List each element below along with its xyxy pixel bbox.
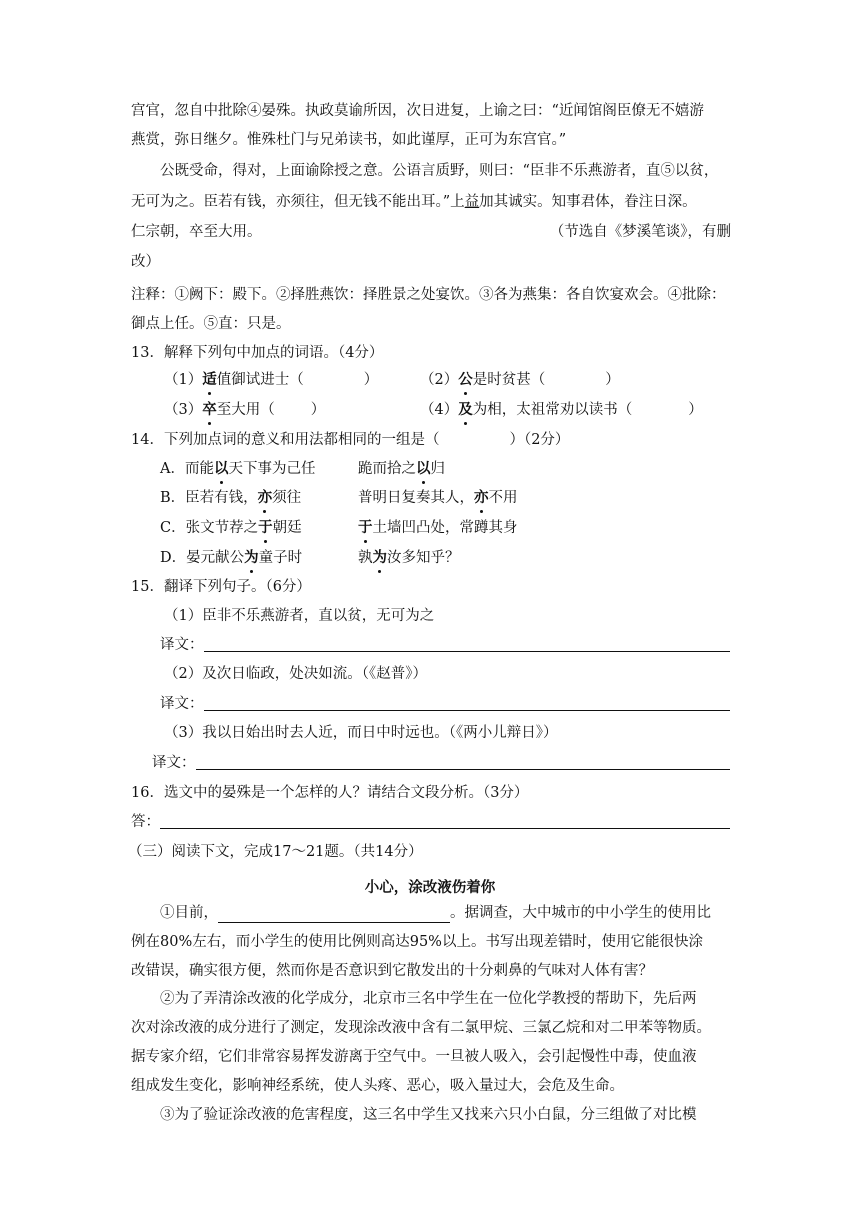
notes-line: 御点上任。⑤直：只是。: [131, 316, 291, 332]
q14-option-d-left: D．晏元献公为童子时: [160, 549, 303, 566]
underlined-word: 益: [464, 194, 480, 210]
q13-item-2: （2）公是时贫甚（ ）: [420, 371, 620, 388]
article-line: 例在80%左右，而小学生的使用比例则高达95%以上。书写出现差错时，使用它能很快涂: [131, 934, 703, 950]
notes-line: 注释：①阙下：殿下。②择胜燕饮：择胜景之处宴饮。③各为燕集：各自饮宴欢会。④批除：: [131, 287, 726, 303]
q14-stem: 14．下列加点词的意义和用法都相同的一组是（ ）（2分）: [131, 432, 570, 448]
q13-item-1: （1）适值御试进士（ ）: [164, 371, 379, 388]
article-line: 改错误，确实很方便，然而你是否意识到它散发出的十分刺鼻的气味对人体有害？: [131, 963, 653, 979]
passage-line: 宫官，忽自中批除④晏殊。执政莫谕所因，次日进复，上谕之曰：“近闻馆阁臣僚无不嬉游: [131, 103, 704, 119]
source-citation: （节选自《梦溪笔谈》，有删: [549, 224, 731, 240]
q15-stem: 15．翻译下列句子。（6分）: [131, 579, 311, 595]
q15-sentence-2: （2）及次日临政，处决如流。（《赵普》）: [164, 666, 427, 682]
passage-line: 燕赏，弥日继夕。惟殊杜门与兄弟读书，如此谨厚，正可为东宫官。”: [131, 132, 567, 148]
q15-sentence-1: （1）臣非不乐燕游者，直以贫，无可为之: [164, 608, 435, 624]
q15-answer-label-3: 译文：: [152, 755, 196, 771]
q15-answer-line-3[interactable]: [196, 769, 730, 770]
q15-answer-label-2: 译文：: [160, 696, 204, 712]
q16-answer-line[interactable]: [160, 828, 730, 829]
q14-option-d-right: 孰为汝多知乎？: [358, 549, 460, 566]
article-line: 组成发生变化，影响神经系统，使人头疼、恶心，吸入量过大，会危及生命。: [131, 1078, 624, 1094]
q15-sentence-3: （3）我以日始出时去人近，而日中时远也。（《两小儿辩日》）: [164, 725, 558, 741]
q16-answer-label: 答：: [131, 814, 160, 830]
q16-stem: 16．选文中的晏殊是一个怎样的人？请结合文段分析。（3分）: [131, 785, 529, 801]
passage-line: 无可为之。臣若有钱，亦须往，但无钱不能出耳。”上益加其诚实。知事君体，眷注日深。: [131, 194, 697, 210]
q14-option-a-left: A．而能以天下事为己任: [160, 460, 316, 477]
article-line: 次对涂改液的成分进行了测定，发现涂改液中含有二氯甲烷、三氯乙烷和对二甲苯等物质。: [131, 1020, 711, 1036]
q15-answer-line-2[interactable]: [204, 710, 730, 711]
q15-answer-label-1: 译文：: [160, 637, 204, 653]
section3-stem: （三）阅读下文，完成17～21题。（共14分）: [128, 844, 423, 860]
q14-option-c-left: C．张文节荐之于朝廷: [160, 519, 302, 536]
q14-option-c-right: 于土墙凹凸处，常蹲其身: [358, 519, 518, 536]
source-citation-cont: 改）: [131, 254, 160, 270]
fill-in-blank[interactable]: [218, 908, 450, 923]
article-line: ①目前， 。据调查，大中城市的中小学生的使用比: [160, 905, 711, 921]
q13-item-3: （3）卒至大用（ ）: [164, 401, 326, 418]
q14-option-b-left: B．臣若有钱，亦须往: [160, 489, 302, 506]
q15-answer-line-1[interactable]: [204, 651, 730, 652]
q13-item-4: （4）及为相，太祖常劝以读书（ ）: [420, 401, 703, 418]
article-line: ③为了验证涂改液的危害程度，这三名中学生又找来六只小白鼠，分三组做了对比模: [160, 1107, 697, 1123]
q14-option-a-right: 跪而拾之以归: [358, 460, 445, 477]
article-title: 小心，涂改液伤着你: [364, 880, 496, 896]
article-line: 据专家介绍，它们非常容易挥发游离于空气中。一旦被人吸入，会引起慢性中毒，使血液: [131, 1049, 697, 1065]
passage-line: 仁宗朝，卒至大用。: [131, 224, 262, 240]
article-line: ②为了弄清涂改液的化学成分，北京市三名中学生在一位化学教授的帮助下，先后两: [160, 991, 697, 1007]
q13-stem: 13．解释下列句中加点的词语。（4分）: [131, 345, 384, 361]
passage-line: 公既受命，得对，上面谕除授之意。公语言质野，则曰：“臣非不乐燕游者，直⑤以贫，: [160, 163, 719, 179]
q14-option-b-right: 普明日复奏其人，亦不用: [358, 489, 518, 506]
